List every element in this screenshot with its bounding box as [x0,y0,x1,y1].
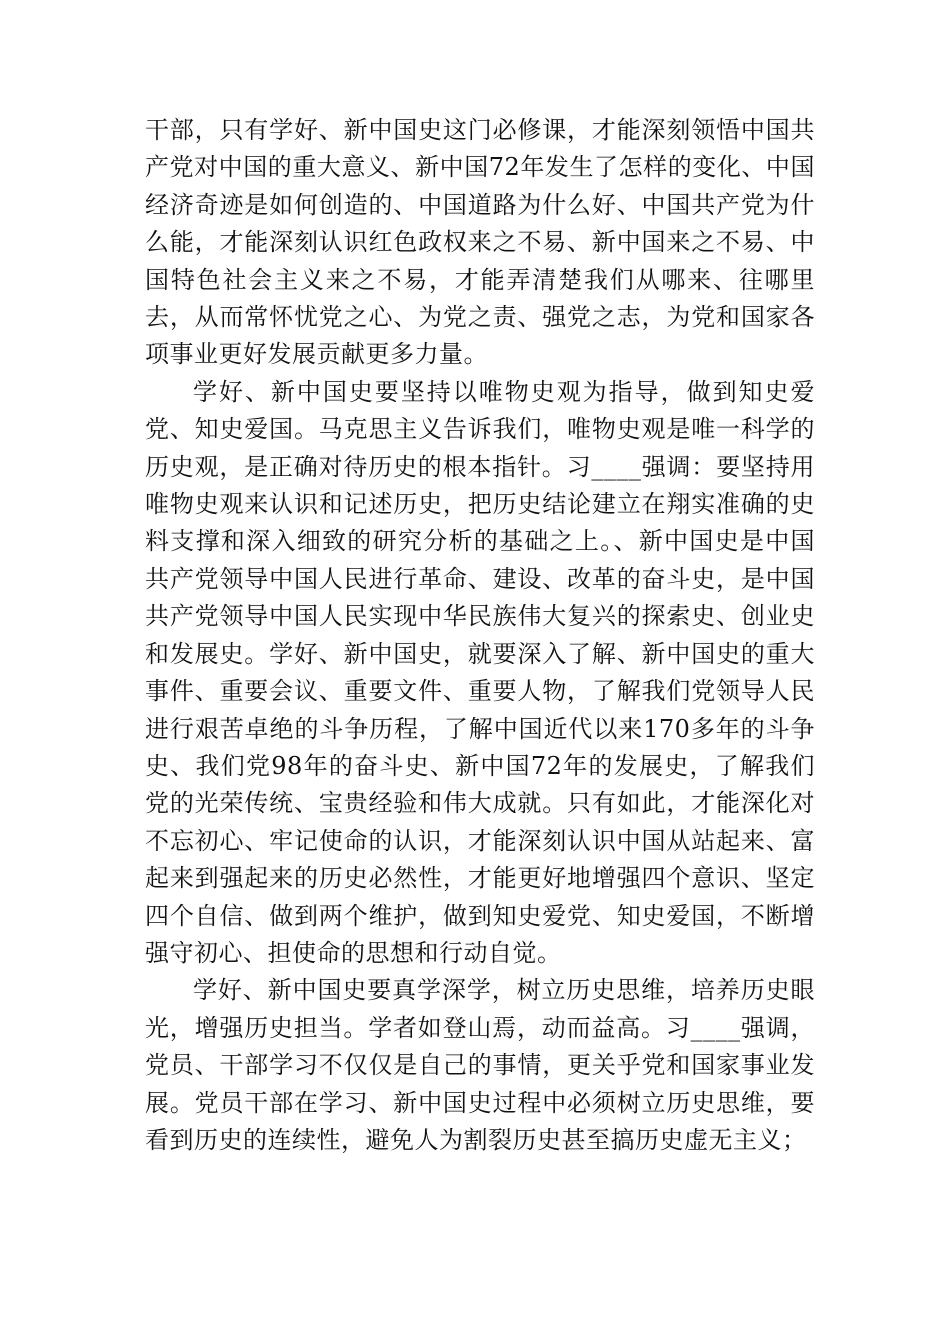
paragraph-2: 学好、新中国史要坚持以唯物史观为指导，做到知史爱党、知史爱国。马克思主义告诉我们，唯物史观是唯一科学的历史观，是正确对待历史的根本指针。习____强调：要坚持用唯物史观来认识和记述历史，把历史结论建立在翔实准确的史料支撑和深入细致的研究分析的基础之上。、新中国史是中国共产党领导中国人民进行革命、建设、改革的奋斗史，是中国共产党领导中国人民实现中华民族伟大复兴的探索史、创业史和发展史。学好、新中国史，就要深入了解、新中国史的重大事件、重要会议、重要文件、重要人物，了解我们党领导人民进行艰苦卓绝的斗争历程，了解中国近代以来170多年的斗争史、我们党98年的奋斗史、新中国72年的发展史，了解我们党的光荣传统、宝贵经验和伟大成就。只有如此，才能深化对不忘初心、牢记使命的认识，才能深刻认识中国从站起来、富起来到强起来的历史必然性，才能更好地增强四个意识、坚定四个自信、做到两个维护，做到知史爱党、知史爱国，不断增强守初心、担使命的思想和行动自觉。 [145,377,815,967]
paragraph-3: 学好、新中国史要真学深学，树立历史思维，培养历史眼光，增强历史担当。学者如登山焉，动而益高。习____强调，党员、干部学习不仅仅是自己的事情，更关乎党和国家事业发展。党员干部在学习、新中国史过程中必须树立历史思维，要看到历史的连续性，避免人为割裂历史甚至搞历史虚无主义； [145,976,815,1154]
document-page [145,112,815,1159]
paragraph-1: 干部，只有学好、新中国史这门必修课，才能深刻领悟中国共产党对中国的重大意义、新中国72年发生了怎样的变化、中国经济奇迹是如何创造的、中国道路为什么好、中国共产党为什么能，才能深刻认识红色政权来之不易、新中国来之不易、中国特色社会主义来之不易，才能弄清楚我们从哪来、往哪里去，从而常怀忧党之心、为党之责、强党之志，为党和国家各项事业更好发展贡献更多力量。 [145,116,815,369]
